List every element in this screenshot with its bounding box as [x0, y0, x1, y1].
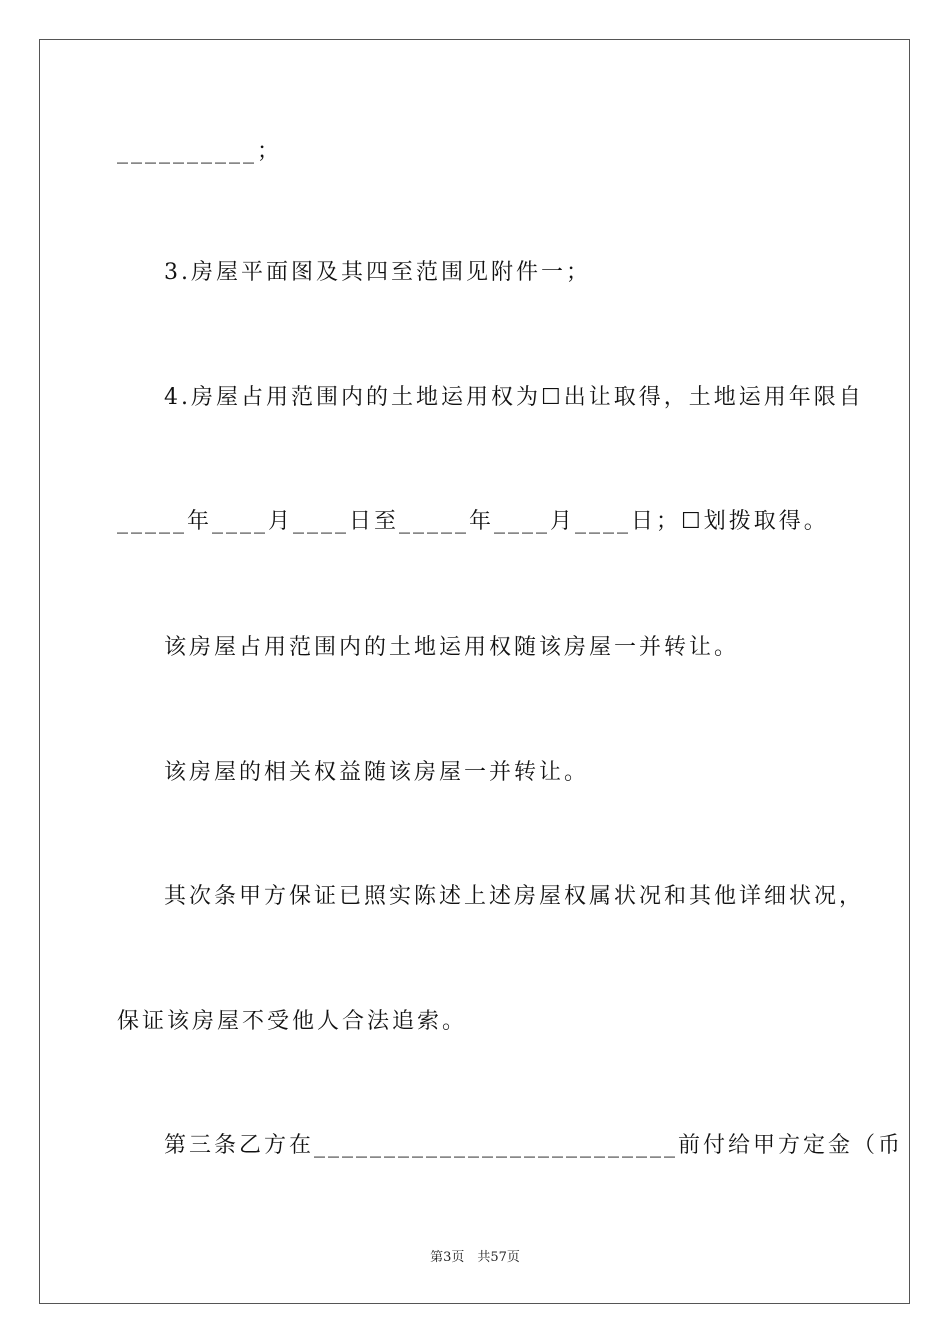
text-line-1: __________；: [117, 139, 283, 164]
text-line-2: 3.房屋平面图及其四至范围见附件一；: [164, 260, 591, 285]
page-border: [39, 39, 910, 1304]
text-line-8: 保证该房屋不受他人合法追索。: [117, 1009, 468, 1034]
text-line-6: 该房屋的相关权益随该房屋一并转让。: [164, 760, 590, 785]
text-line-7: 其次条甲方保证已照实陈述上述房屋权属状况和其他详细状况，: [164, 884, 865, 909]
text-line-4: _____年____月____日至_____年____月____日；☐划拨取得。: [117, 509, 829, 534]
page-footer: 第3页 共57页: [430, 1250, 520, 1265]
text-line-3: 4.房屋占用范围内的土地运用权为☐出让取得，土地运用年限自: [164, 385, 864, 410]
text-line-5: 该房屋占用范围内的土地运用权随该房屋一并转让。: [164, 635, 740, 660]
text-line-9: 第三条乙方在__________________________前付给甲方定金（币: [164, 1133, 904, 1158]
